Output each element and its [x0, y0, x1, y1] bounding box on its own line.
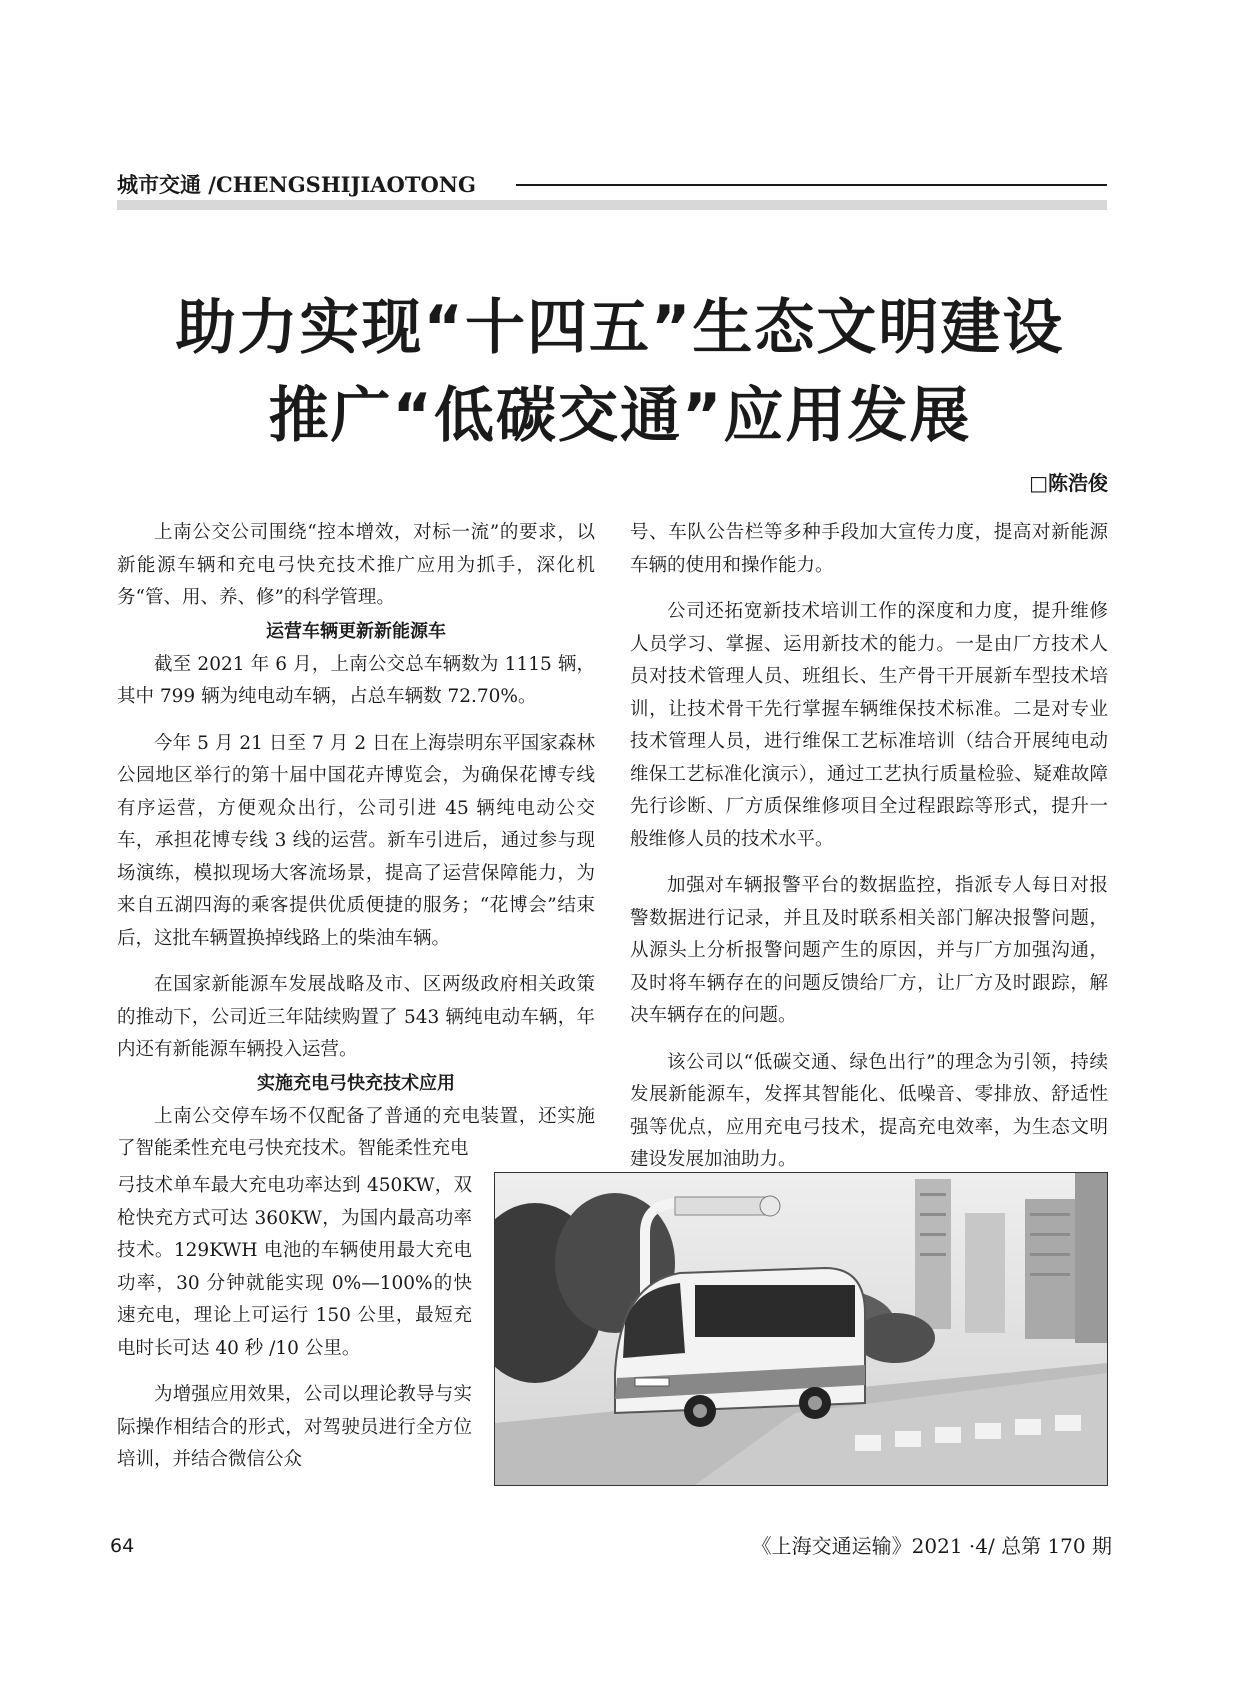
article-title-line2: 推广“低碳交通”应用发展	[268, 381, 972, 451]
right-column	[630, 517, 1108, 1177]
header-rule	[516, 184, 1107, 186]
article-title-line1: 助力实现“十四五”生态文明建设	[175, 293, 1065, 363]
paragraph-training-start: 为增强应用效果，公司以理论教导与实际操作相结合的形式，对驾驶员进行全方位培训，并结合微信公众	[117, 1384, 472, 1470]
paragraph-conclusion: 该公司以“低碳交通、绿色出行”的理念为引领，持续发展新能源车，发挥其智能化、低噪音、零排放、舒适性强等优点，应用充电弓技术，提高充电效率，为生态文明建设发展加油助力。	[630, 1051, 1108, 1170]
paragraph-flower-expo: 今年 5 月 21 日至 7 月 2 日在上海崇明东平国家森林公园地区举行的第十届中国花卉博览会，为确保花博专线有序运营，方便观众出行，公司引进 45 辆纯电动公交车，承担花博专线 3 线的运营。新车引进后，通过参与现场演练，模拟现场大客流场景，提高了运营保障能力，为来自五湖四海的乘客提供优质便捷的服务；“花博会”结束后，这批车辆置换掉线路上的柴油车辆。	[117, 732, 595, 949]
paragraph-policy: 在国家新能源车发展战略及市、区两级政府相关政策的推动下，公司近三年陆续购置了 543 辆纯电动车辆，年内还有新能源车辆投入运营。	[117, 974, 595, 1060]
section-label: 城市交通 /CHENGSHIJIAOTONG	[117, 172, 476, 197]
paragraph-training-cont: 号、车队公告栏等多种手段加大宣传力度，提高对新能源车辆的使用和操作能力。	[630, 522, 1108, 576]
author: □陈浩俊	[1029, 471, 1108, 495]
page-number: 64	[110, 1535, 135, 1557]
paragraph-fleet-stats: 截至 2021 年 6 月，上南公交总车辆数为 1115 辆，其中 799 辆为纯电动车辆，占总车辆数 72.70%。	[117, 653, 595, 707]
paragraph-charging-specs: 弓技术单车最大充电功率达到 450KW，双枪快充方式可达 360KW，为国内最高功率技术。129KWH 电池的车辆使用最大充电功率，30 分钟就能实现 0%—100%的快速充电，理论上可运行 150 公里，最短充电时长可达 40 秒 /10 公里。	[117, 1175, 472, 1359]
section-header	[117, 170, 1107, 200]
header-bar	[117, 200, 1107, 210]
subheading-charging-tech: 实施充电弓快充技术应用	[257, 1072, 455, 1094]
paragraph-intro: 上南公交公司围绕“控本增效，对标一流”的要求，以新能源车辆和充电弓快充技术推广应用为抓手，深化机务“管、用、养、修”的科学管理。	[117, 522, 595, 608]
bus-charging-photo	[494, 1172, 1108, 1486]
subheading-vehicle-update: 运营车辆更新新能源车	[266, 620, 446, 642]
left-column	[117, 517, 595, 1166]
left-column-lower	[117, 1170, 472, 1477]
paragraph-maintenance-training: 公司还拓宽新技术培训工作的深度和力度，提升维修人员学习、掌握、运用新技术的能力。一是由厂方技术人员对技术管理人员、班组长、生产骨干开展新车型技术培训，让技术骨干先行掌握车辆维保技术标准。二是对专业技术管理人员，进行维保工艺标准培训（结合开展纯电动维保工艺标准化演示），通过工艺执行质量检验、疑难故障先行诊断、厂方质保维修项目全过程跟踪等形式，提升一般维修人员的技术水平。	[630, 601, 1108, 850]
paragraph-alarm-monitoring: 加强对车辆报警平台的数据监控，指派专人每日对报警数据进行记录，并且及时联系相关部门解决报警问题，从源头上分析报警问题产生的原因，并与厂方加强沟通，及时将车辆存在的问题反馈给厂方，让厂方及时跟踪，解决车辆存在的问题。	[630, 875, 1108, 1026]
paragraph-charging-intro: 上南公交停车场不仅配备了普通的充电装置，还实施了智能柔性充电弓快充技术。智能柔性充电	[117, 1105, 595, 1159]
journal-citation: 《上海交通运输》2021 ·4/ 总第 170 期	[751, 1534, 1112, 1558]
